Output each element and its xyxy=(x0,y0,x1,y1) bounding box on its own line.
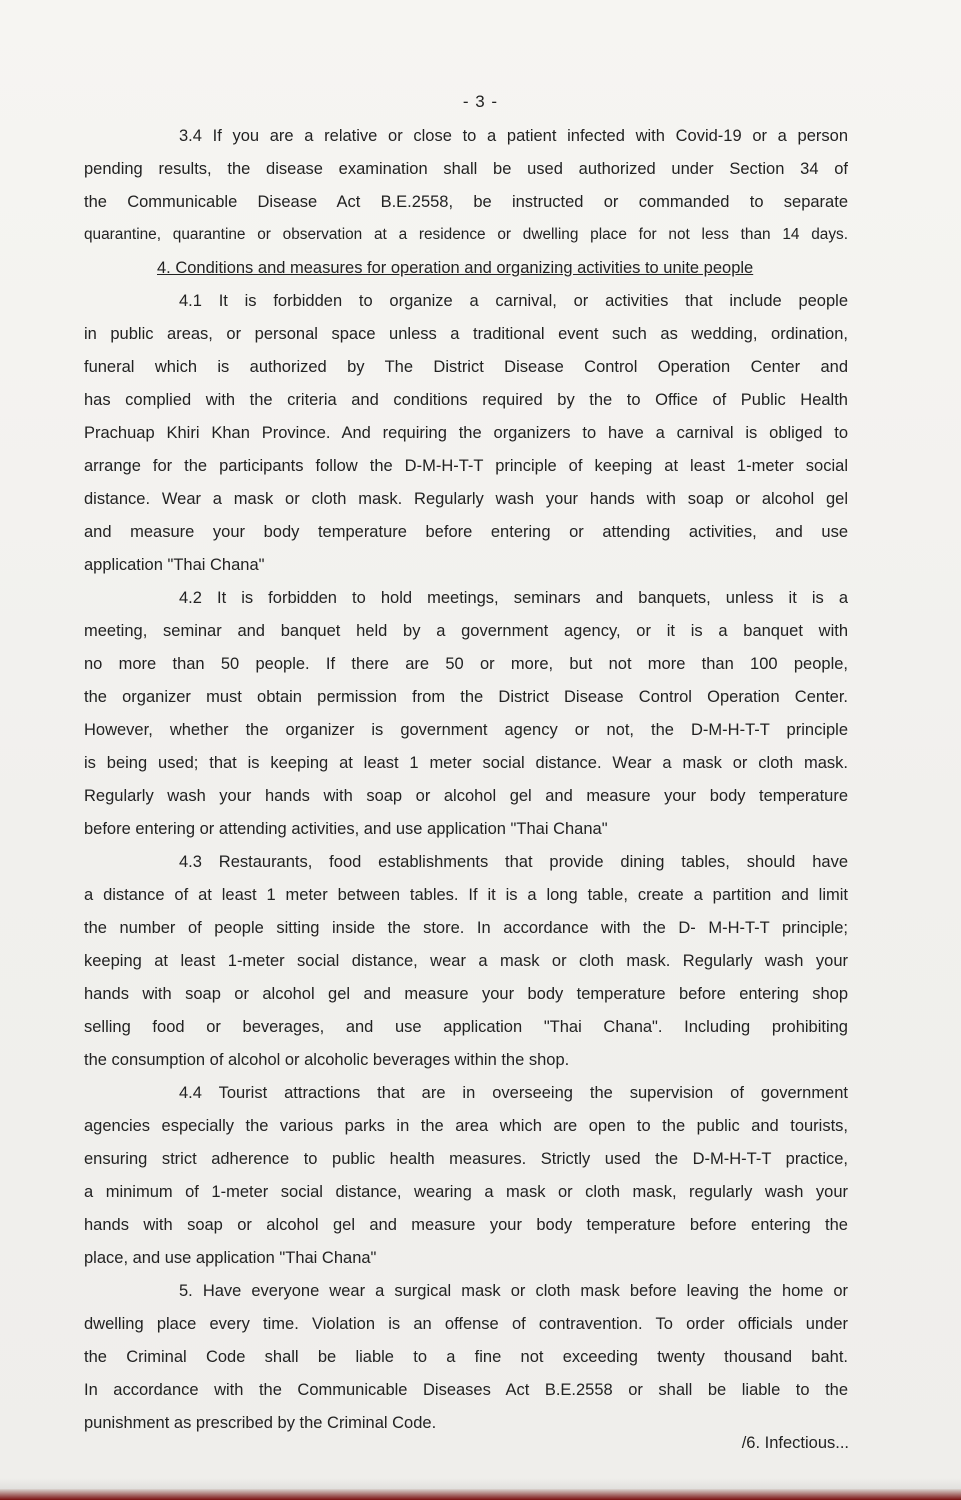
paragraph-4-2-line: before entering or attending activities, and use application "Thai Chana" xyxy=(84,820,608,838)
paragraph-5-line: the Criminal Code shall be liable to a fine not exceeding twenty thousand baht. xyxy=(84,1348,848,1366)
paragraph-4-4-line: 4.4 Tourist attractions that are in overseeing the supervision of government xyxy=(179,1084,848,1102)
paragraph-4-4-line: place, and use application "Thai Chana" xyxy=(84,1249,377,1267)
paragraph-4-4-line: ensuring strict adherence to public health measures. Strictly used the D-M-H-T-T practice, xyxy=(84,1150,848,1168)
paragraph-4-4-line: a minimum of 1-meter social distance, wearing a mask or cloth mask, regularly wash your xyxy=(84,1183,848,1201)
paragraph-4-2-line: no more than 50 people. If there are 50 or more, but not more than 100 people, xyxy=(84,655,848,673)
paragraph-4-2-line: Regularly wash your hands with soap or alcohol gel and measure your body temperature xyxy=(84,787,848,805)
paragraph-4-1-line: 4.1 It is forbidden to organize a carnival, or activities that include people xyxy=(179,292,848,310)
paragraph-4-4-line: hands with soap or alcohol gel and measure your body temperature before entering the xyxy=(84,1216,848,1234)
paragraph-4-1-line: application "Thai Chana" xyxy=(84,556,265,574)
paragraph-4-2-line: However, whether the organizer is government agency or not, the D-M-H-T-T principle xyxy=(84,721,848,739)
paragraph-4-3-line: a distance of at least 1 meter between tables. If it is a long table, create a partition and limit xyxy=(84,886,848,904)
paragraph-4-1-line: arrange for the participants follow the D-M-H-T-T principle of keeping at least 1-meter social xyxy=(84,457,848,475)
paragraph-4-1-line: has complied with the criteria and conditions required by the to Office of Public Health xyxy=(84,391,848,409)
paragraph-5-line: dwelling place every time. Violation is an offense of contravention. To order officials under xyxy=(84,1315,848,1333)
paragraph-4-2-line: meeting, seminar and banquet held by a government agency, or it is a banquet with xyxy=(84,622,848,640)
paragraph-4-3-line: the consumption of alcohol or alcoholic beverages within the shop. xyxy=(84,1051,570,1069)
paragraph-4-1-line: funeral which is authorized by The District Disease Control Operation Center and xyxy=(84,358,848,376)
paragraph-4-1-line: distance. Wear a mask or cloth mask. Regularly wash your hands with soap or alcohol gel xyxy=(84,490,848,508)
paragraph-4-2-line: the organizer must obtain permission from the District Disease Control Operation Center. xyxy=(84,688,848,706)
paragraph-3-4-line: the Communicable Disease Act B.E.2558, be instructed or commanded to separate xyxy=(84,193,848,211)
page-bottom-shadow xyxy=(0,1478,961,1489)
page-number: - 3 - xyxy=(462,92,499,111)
paragraph-5-line: In accordance with the Communicable Diseases Act B.E.2558 or shall be liable to the xyxy=(84,1381,848,1399)
paragraph-4-3-line: keeping at least 1-meter social distance, wear a mask or cloth mask. Regularly wash your xyxy=(84,952,848,970)
paragraph-3-4-line: 3.4 If you are a relative or close to a patient infected with Covid-19 or a person xyxy=(179,127,848,145)
paragraph-3-4-line: quarantine, quarantine or observation at a residence or dwelling place for not less than 14 days. xyxy=(84,226,848,243)
paragraph-4-1-line: and measure your body temperature before entering or attending activities, and use xyxy=(84,523,848,541)
paragraph-4-1-line: Prachuap Khiri Khan Province. And requiring the organizers to have a carnival is obliged to xyxy=(84,424,848,442)
paragraph-4-1-line: in public areas, or personal space unless a traditional event such as wedding, ordination, xyxy=(84,325,848,343)
paragraph-4-3-line: 4.3 Restaurants, food establishments that provide dining tables, should have xyxy=(179,853,848,871)
continuation-note: /6. Infectious... xyxy=(741,1434,849,1452)
paragraph-4-3-line: the number of people sitting inside the store. In accordance with the D- M-H-T-T principle; xyxy=(84,919,848,937)
paragraph-4-2-line: 4.2 It is forbidden to hold meetings, seminars and banquets, unless it is a xyxy=(179,589,848,607)
paragraph-5-line: punishment as prescribed by the Criminal Code. xyxy=(84,1414,437,1432)
paragraph-4-4-line: agencies especially the various parks in the area which are open to the public and tourists, xyxy=(84,1117,848,1135)
section-4-heading: 4. Conditions and measures for operation and organizing activities to unite people xyxy=(157,259,754,277)
paragraph-4-3-line: hands with soap or alcohol gel and measure your body temperature before entering shop xyxy=(84,985,848,1003)
paragraph-4-3-line: selling food or beverages, and use application "Thai Chana". Including prohibiting xyxy=(84,1018,848,1036)
paragraph-3-4-line: pending results, the disease examination shall be used authorized under Section 34 of xyxy=(84,160,848,178)
page-bottom-edge xyxy=(0,1489,961,1500)
paragraph-5-line: 5. Have everyone wear a surgical mask or cloth mask before leaving the home or xyxy=(179,1282,848,1300)
paragraph-4-2-line: is being used; that is keeping at least 1 meter social distance. Wear a mask or cloth mask. xyxy=(84,754,848,772)
